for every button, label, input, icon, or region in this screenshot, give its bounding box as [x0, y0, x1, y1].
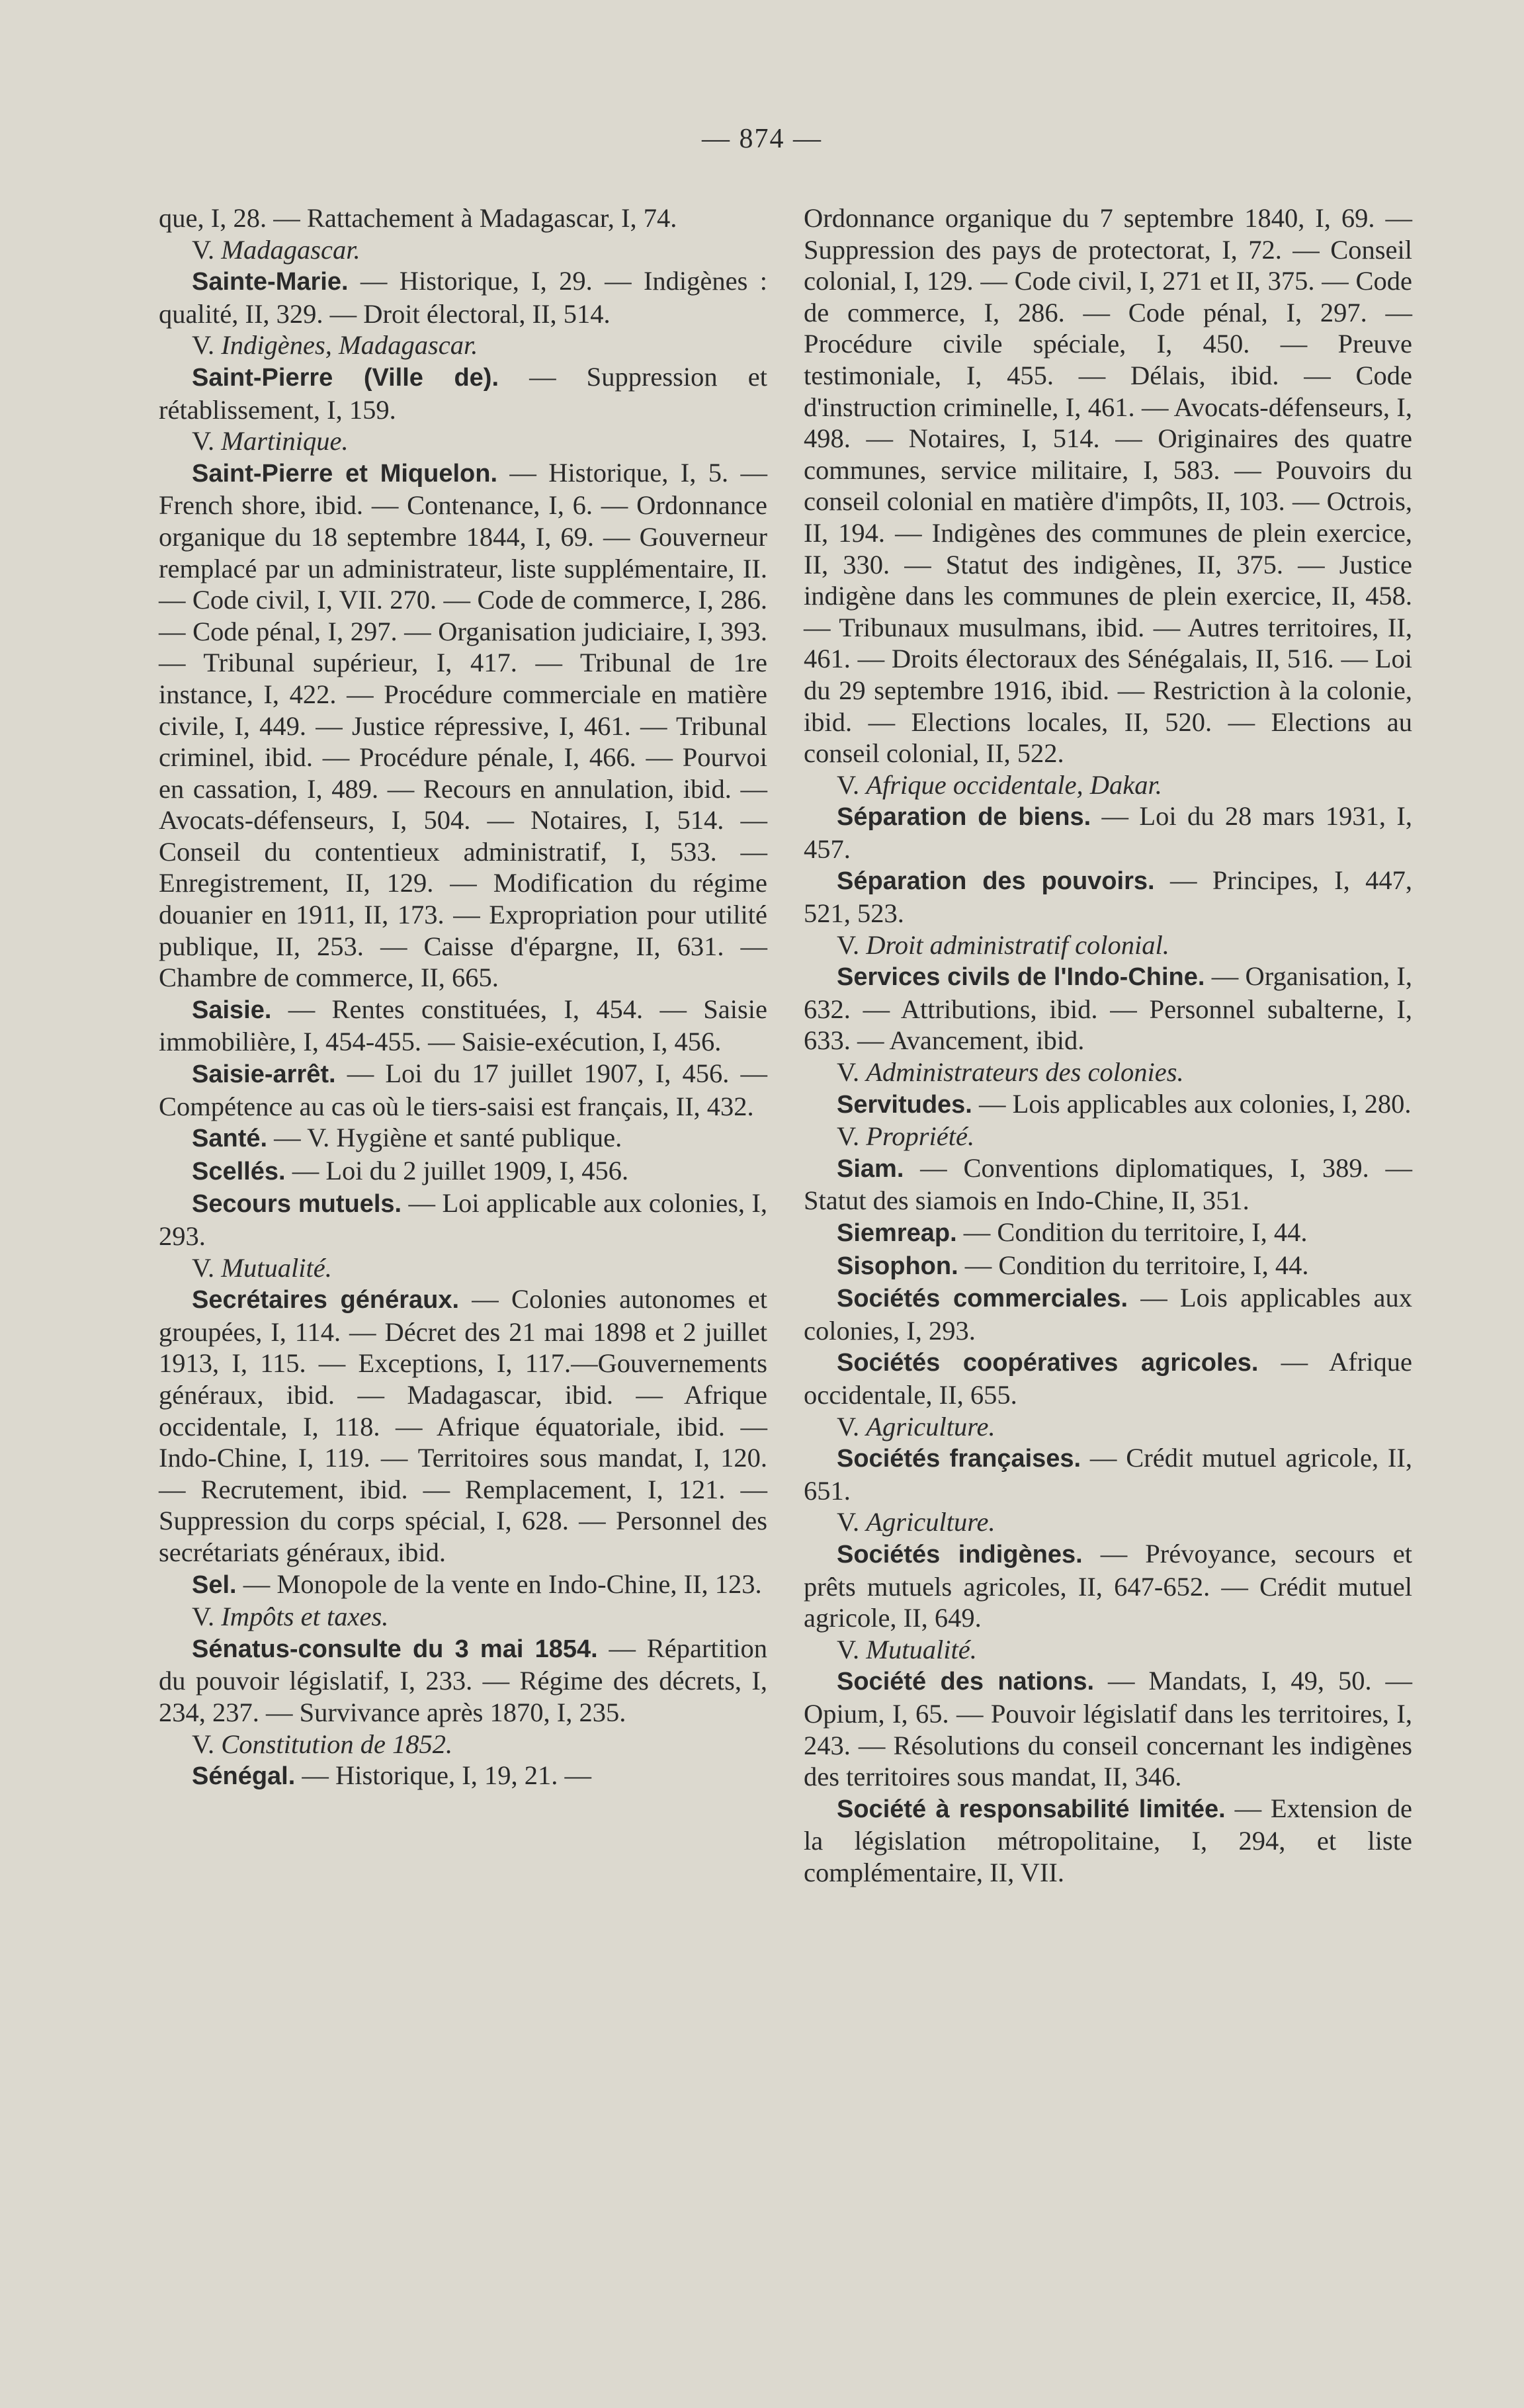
index-entry: [804, 1152, 1412, 1217]
see-also-reference: Droit administratif colonial.: [866, 929, 1169, 960]
index-entry: [804, 800, 1412, 865]
index-entry: [159, 1633, 767, 1729]
entry-text: — Condition du territoire, I, 44.: [958, 1250, 1309, 1280]
index-entry: [159, 457, 767, 994]
see-also-label: V.: [192, 234, 215, 265]
index-entry: [159, 994, 767, 1058]
index-entry: [804, 1665, 1412, 1792]
index-entry: [804, 1793, 1412, 1889]
see-also-label: V.: [837, 1057, 860, 1088]
index-entry: [804, 1634, 1412, 1666]
entry-term: Séparation de biens.: [837, 803, 1091, 832]
see-also-reference: Mutualité.: [866, 1634, 977, 1664]
entry-text: — Prévoyance, secours et prêts mutuels agricoles, II, 647-652. — Crédit mutuel agricole, II, 649.: [804, 1538, 1412, 1633]
entry-text: Ordonnance organique du 7 septembre 1840, I, 69. — Suppression des pays de protectorat, I, 72. — Conseil colonial, I, 129. — Code civil, I, 271 et II, 375. — Code de commerce, I, 286. — Code pénal, I, 297. — Procédure civile spéciale, I, 450. — Preuve testimoniale, I, 455. — Délais, ibid. — Code d'instruction criminelle, I, 461. — Avocats-défenseurs, I, 498. — Notaires, I, 514. — Originaires des quatre communes, service militaire, I, 583. — Pouvoirs du conseil colonial en matière d'impôts, II, 103. — Octrois, II, 194. — Indigènes des communes de plein exercice, II, 330. — Statut des indigènes, II, 375. — Justice indigène dans les communes de plein exercice, II, 458. — Tribunaux musulmans, ibid. — Autres territoires, II, 461. — Droits électoraux des Sénégalais, II, 516. — Loi du 29 septembre 1916, ibid. — Restriction à la colonie, ibid. — Elections locales, II, 520. — Elections au conseil colonial, II, 522.: [804, 203, 1412, 769]
index-entry: [159, 1601, 767, 1633]
index-entry: [804, 1217, 1412, 1250]
entry-term: Sociétés indigènes.: [837, 1540, 1083, 1569]
see-also-reference: Constitution de 1852.: [221, 1729, 453, 1759]
see-also-label: V.: [192, 1602, 215, 1632]
entry-text: — Extension de la législation métropolitaine, I, 294, et liste complémentaire, II, VII.: [804, 1793, 1412, 1887]
entry-text: — Organisation, I, 632. — Attributions, ibid. — Personnel subalterne, I, 633. — Avancement, ibid.: [804, 961, 1412, 1056]
entry-text: — Condition du territoire, I, 44.: [956, 1217, 1308, 1247]
index-entry: [804, 1056, 1412, 1088]
entry-text: — Principes, I, 447, 521, 523.: [804, 865, 1413, 929]
index-entry: [804, 1411, 1412, 1443]
entry-term: Sénégal.: [192, 1762, 296, 1791]
see-also-label: V.: [192, 330, 215, 361]
entry-term: Sainte-Marie.: [192, 268, 349, 296]
entry-text: — Conventions diplomatiques, I, 389. — Statut des siamois en Indo-Chine, II, 351.: [804, 1152, 1412, 1216]
entry-term: Saisie-arrêt.: [192, 1060, 336, 1089]
see-also-reference: Propriété.: [866, 1121, 975, 1152]
index-entry: [804, 1088, 1412, 1121]
see-also-reference: Impôts et taxes.: [221, 1602, 389, 1632]
index-entry: [804, 1538, 1412, 1634]
entry-term: Servitudes.: [837, 1090, 972, 1119]
entry-text: — Loi applicable aux colonies, I, 293.: [159, 1188, 767, 1251]
index-entry: [159, 1760, 767, 1793]
see-also-reference: Martinique.: [221, 426, 349, 456]
index-column-left: [159, 202, 767, 1793]
see-also-label: V.: [837, 1634, 860, 1664]
entry-term: Siemreap.: [837, 1219, 957, 1247]
index-entry: [159, 202, 767, 234]
entry-term: Sisophon.: [837, 1252, 958, 1280]
index-entry: [804, 769, 1412, 801]
index-entry: [804, 961, 1412, 1056]
entry-text: — Loi du 28 mars 1931, I, 457.: [804, 801, 1412, 864]
see-also-reference: Agriculture.: [866, 1411, 995, 1441]
index-entry: [804, 1346, 1412, 1410]
see-also-label: V.: [837, 929, 860, 960]
entry-term: Saint-Pierre et Miquelon.: [192, 459, 498, 488]
entry-text: — V. Hygiène et santé publique.: [267, 1123, 622, 1153]
index-entry: [159, 1155, 767, 1188]
index-entry: [159, 1122, 767, 1155]
entry-text: — Afrique occidentale, II, 655.: [804, 1347, 1412, 1410]
index-entry: [159, 1569, 767, 1602]
page-number: — 874 —: [702, 124, 822, 154]
see-also-label: V.: [192, 426, 215, 456]
entry-text: — Rentes constituées, I, 454. — Saisie immobilière, I, 454-455. — Saisie-exécution, I, 456.: [159, 994, 767, 1057]
entry-text: que, I, 28. — Rattachement à Madagascar, I, 74.: [159, 203, 677, 233]
see-also-label: V.: [192, 1252, 215, 1283]
index-entry: [159, 1187, 767, 1252]
see-also-reference: Mutualité.: [221, 1252, 332, 1283]
entry-term: Scellés.: [192, 1157, 286, 1185]
entry-term: Séparation des pouvoirs.: [837, 867, 1155, 896]
entry-text: — Historique, I, 5. — French shore, ibid. — Contenance, I, 6. — Ordonnance organique du 18 septembre 1844, I, 69. — Gouverneur remplacé par un administrateur, liste supplémentaire, II. — Code civil, I, VII. 270. — Code de commerce, I, 286. — Code pénal, I, 297. — Organisation judiciaire, I, 393. — Tribunal supérieur, I, 417. — Tribunal de 1re instance, I, 422. — Procédure commerciale en matière civile, I, 449. — Justice répressive, I, 461. — Tribunal criminel, ibid. — Procédure pénale, I, 466. — Pourvoi en cassation, I, 489. — Recours en annulation, ibid. — Avocats-défenseurs, I, 504. — Notaires, I, 514. — Conseil du contentieux administratif, I, 533. — Enregistrement, II, 129. — Modification du régime douanier en 1911, II, 173. — Expropriation pour utilité publique, II, 253. — Caisse d'épargne, II, 631. — Chambre de commerce, II, 665.: [159, 457, 767, 993]
entry-term: Saint-Pierre (Ville de).: [192, 363, 499, 392]
entry-text: — Mandats, I, 49, 50. — Opium, I, 65. — Pouvoir législatif dans les territoires, I, 243. — Résolutions du conseil concernant les indigènes des territoires sous mandat, II, 346.: [804, 1666, 1412, 1792]
entry-term: Secours mutuels.: [192, 1190, 402, 1219]
index-entry: [804, 1121, 1412, 1152]
entry-term: Santé.: [192, 1125, 268, 1153]
see-also-reference: Indigènes, Madagascar.: [221, 330, 478, 361]
entry-term: Sociétés coopératives agricoles.: [837, 1349, 1259, 1377]
entry-text: — Monopole de la vente en Indo-Chine, II, 123.: [236, 1569, 762, 1599]
entry-text: — Répartition du pouvoir législatif, I, 233. — Régime des décrets, I, 234, 237. — Survivance après 1870, I, 235.: [159, 1633, 767, 1727]
index-entry: [159, 1283, 767, 1568]
entry-text: — Colonies autonomes et groupées, I, 114. — Décret des 21 mai 1898 et 2 juillet 1913, I, 115. — Exceptions, I, 117.—Gouvernements généraux, ibid. — Madagascar, ibid. — Afrique occidentale, I, 118. — Afrique équatoriale, ibid. — Indo-Chine, I, 119. — Territoires sous mandat, I, 120. — Recrutement, ibid. — Remplacement, I, 121. — Suppression du corps spécial, I, 628. — Personnel des secrétariats généraux, ibid.: [159, 1284, 768, 1567]
index-entry: [804, 1506, 1412, 1538]
index-entry: [159, 265, 767, 329]
index-entry: [804, 202, 1412, 769]
entry-term: Services civils de l'Indo-Chine.: [837, 963, 1205, 992]
index-entry: [159, 425, 767, 457]
see-also-reference: Madagascar.: [221, 234, 360, 265]
entry-text: — Lois applicables aux colonies, I, 293.: [804, 1283, 1412, 1346]
entry-term: Sociétés commerciales.: [837, 1285, 1128, 1313]
index-entry: [804, 865, 1412, 929]
entry-text: — Crédit mutuel agricole, II, 651.: [804, 1443, 1413, 1506]
entry-text: — Loi du 2 juillet 1909, I, 456.: [285, 1155, 629, 1185]
index-entry: [159, 1252, 767, 1284]
entry-text: — Lois applicables aux colonies, I, 280.: [972, 1088, 1412, 1119]
index-entry: [804, 1442, 1412, 1506]
index-entry: [159, 1729, 767, 1760]
entry-term: Secrétaires généraux.: [192, 1286, 460, 1314]
index-entry: [159, 234, 767, 266]
see-also-reference: Administrateurs des colonies.: [866, 1057, 1184, 1088]
see-also-reference: Afrique occidentale, Dakar.: [866, 769, 1162, 800]
index-column-right: [804, 202, 1412, 1888]
index-entry: [804, 1250, 1412, 1283]
see-also-label: V.: [837, 769, 860, 800]
index-entry: [804, 1282, 1412, 1346]
see-also-label: V.: [837, 1121, 860, 1152]
entry-text: — Historique, I, 19, 21. —: [295, 1760, 592, 1791]
entry-term: Société à responsabilité limitée.: [837, 1795, 1226, 1823]
entry-term: Saisie.: [192, 996, 272, 1024]
entry-term: Sénatus-consulte du 3 mai 1854.: [192, 1635, 598, 1663]
index-entry: [804, 929, 1412, 961]
see-also-label: V.: [837, 1507, 860, 1537]
entry-term: Siam.: [837, 1154, 904, 1183]
see-also-label: V.: [837, 1411, 860, 1441]
entry-text: — Loi du 17 juillet 1907, I, 456. — Compétence au cas où le tiers-saisi est français, II, 432.: [159, 1058, 767, 1121]
entry-text: — Historique, I, 29. — Indigènes : qualité, II, 329. — Droit électoral, II, 514.: [159, 266, 767, 329]
entry-term: Sociétés françaises.: [837, 1445, 1081, 1473]
index-entry: [159, 1058, 767, 1122]
index-entry: [159, 329, 767, 361]
see-also-reference: Agriculture.: [866, 1507, 995, 1537]
entry-term: Sel.: [192, 1570, 237, 1599]
see-also-label: V.: [192, 1729, 215, 1759]
entry-term: Société des nations.: [837, 1668, 1095, 1696]
entry-text: — Suppression et rétablissement, I, 159.: [159, 361, 767, 425]
index-entry: [159, 361, 767, 425]
